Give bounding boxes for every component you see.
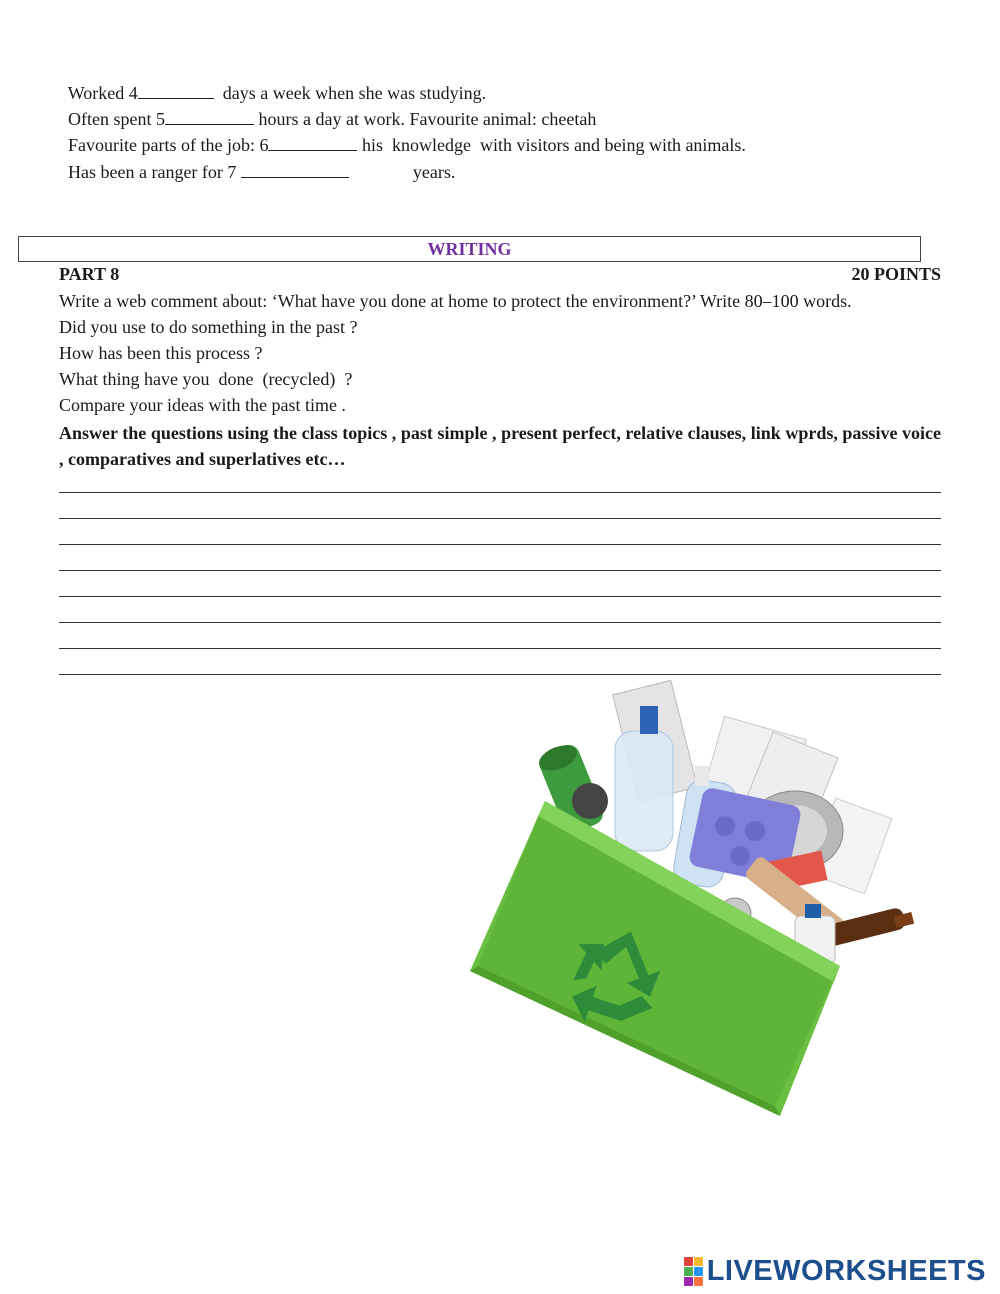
answer-blank-7[interactable] [241,161,349,178]
line-6-after: his knowledge with visitors and being with animals. [357,135,746,155]
line-4-before: Worked 4 [67,83,138,103]
liveworksheets-icon [684,1257,703,1286]
answer-line-7[interactable] [59,648,941,649]
line-6-before: Favourite parts of the job: 6 [68,135,269,155]
question-1: Did you use to do something in the past ? [59,317,358,337]
answer-line-1[interactable] [59,492,941,493]
question-3: What thing have you done (recycled) ? [59,369,353,389]
answer-line-2[interactable] [59,518,941,519]
line-7-before: Has been a ranger for 7 [68,162,241,182]
part-label: PART 8 [59,264,120,284]
question-2: How has been this process ? [59,343,263,363]
recycling-bin-image [440,676,940,1146]
line-7-after: years. [412,162,456,182]
liveworksheets-text: LIVEWORKSHEETS [706,1255,986,1287]
bold-instruction: Answer the questions using the class topics , past simple , present perfect, relative clauses, link wprds, passive voice , comparatives and superlatives etc… [59,423,941,469]
question-line-7 [59,139,455,183]
answer-line-6[interactable] [59,622,941,623]
line-5-before: Often spent 5 [68,109,165,129]
liveworksheets-logo [684,1255,986,1288]
line-5-after: hours a day at work. Favourite animal: cheetah [253,109,597,129]
question-4: Compare your ideas with the past time . [59,395,346,415]
line-4-after: days a week when she was studying. [213,83,487,103]
answer-line-8[interactable] [59,674,941,675]
answer-line-3[interactable] [59,544,941,545]
points-label: 20 POINTS [851,264,941,284]
answer-line-5[interactable] [59,596,941,597]
writing-section-header [18,236,921,262]
task-instruction: Write a web comment about: ‘What have you done at home to protect the environment?’ Write 80–100 words. [59,291,852,311]
writing-title: WRITING [427,239,512,259]
answer-line-4[interactable] [59,570,941,571]
